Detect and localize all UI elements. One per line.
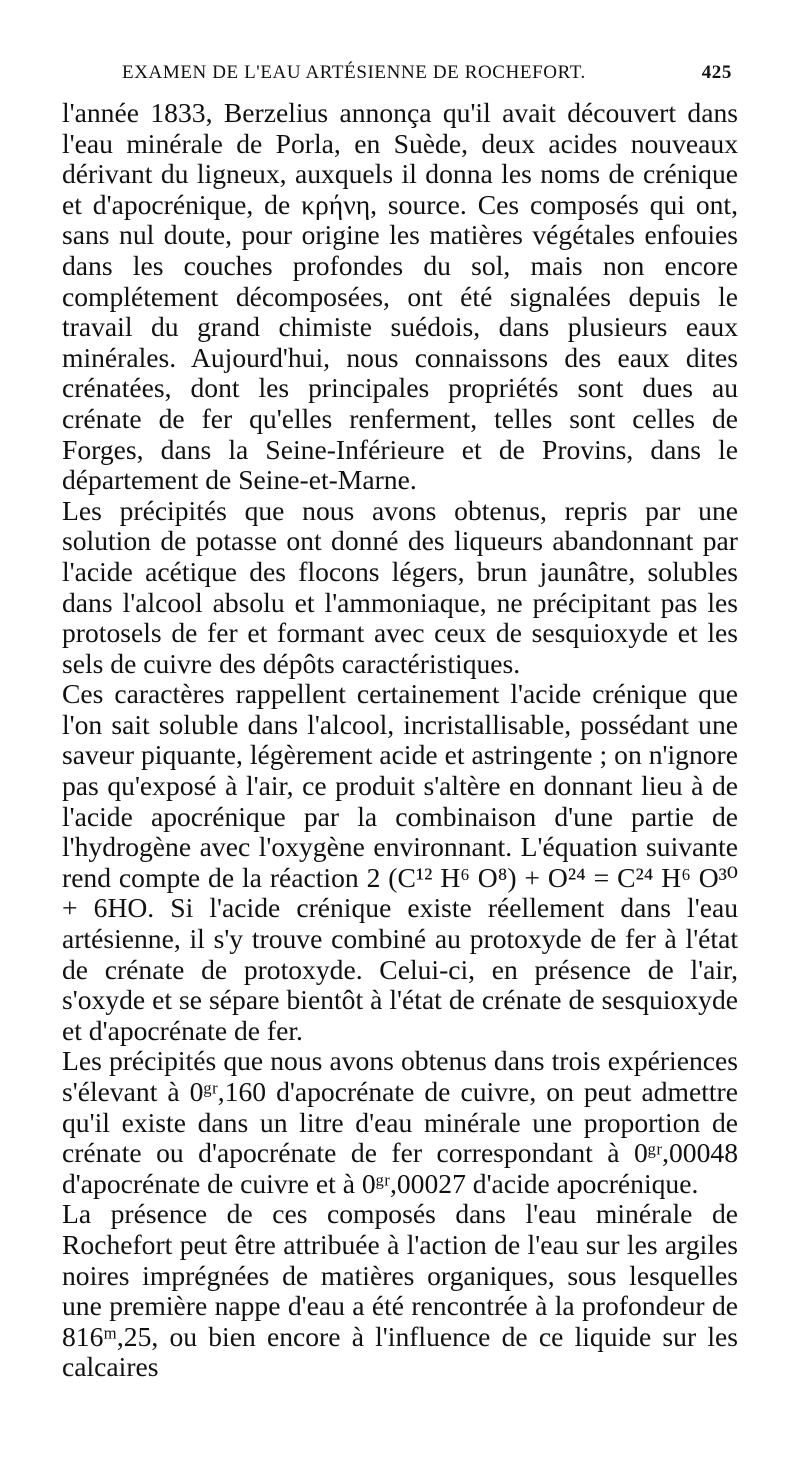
paragraph: Les précipités que nous avons obtenus, repris par une solution de potasse ont donné des liqueurs abandonnant par l'acide acétique des flocons légers, brun jaunâtre, solubles dans l'alcool absolu et l'ammoniaque, ne précipitant pas les protosels de fer et formant avec ceux de sesquioxyde et les sels de cuivre des dépôts caractéristiques. [62, 494, 738, 679]
running-header [62, 62, 738, 84]
paragraph: Ces caractères rappellent certainement l'acide crénique que l'on sait soluble dans l'alcool, incristallisable, possédant une saveur piquante, légèrement acide et astringente ; on n'ignore pas qu'exposé à l'air, ce produit s'altère en donnant lieu à de l'acide apocrénique par la combinaison d'une partie de l'hydrogène avec l'oxygène environnant. L'équation suivante rend compte de la réaction 2 (C¹² H⁶ O⁸) + O²⁴ = C²⁴ H⁶ O³⁰ + 6HO. Si l'acide crénique existe réellement dans l'eau artésienne, il s'y trouve combiné au protoxyde de fer à l'état de crénate de protoxyde. Celui-ci, en présence de l'air, s'oxyde et se sépare bientôt à l'état de crénate de sesquioxyde et d'apocrénate de fer. [62, 678, 738, 1046]
running-title: EXAMEN DE L'EAU ARTÉSIENNE DE ROCHEFORT. [122, 62, 586, 83]
paragraph: Les précipités que nous avons obtenus dans trois expériences s'élevant à 0ᵍʳ,160 d'apocrénate de cuivre, on peut admettre qu'il existe dans un litre d'eau minérale une proportion de crénate ou d'apocrénate de fer correspondant à 0ᵍʳ,00048 d'apocrénate de cuivre et à 0ᵍʳ,00027 d'acide apocrénique. [62, 1045, 738, 1199]
page-number: 425 [701, 62, 732, 83]
page-body [62, 98, 738, 1383]
paragraph: La présence de ces composés dans l'eau minérale de Rochefort peut être attribuée à l'action de l'eau sur les argiles noires imprégnées de matières organiques, sous lesquelles une première nappe d'eau a été rencontrée à la profondeur de 816ᵐ,25, ou bien encore à l'influence de ce liquide sur les calcaires [62, 1198, 738, 1383]
paragraph: l'année 1833, Berzelius annonça qu'il avait découvert dans l'eau minérale de Porla, en Suède, deux acides nouveaux dérivant du ligneux, auxquels il donna les noms de crénique et d'apocrénique, de κρήνη, source. Ces composés qui ont, sans nul doute, pour origine les matières végétales enfouies dans les couches profondes du sol, mais non encore complétement décomposées, ont été signalées depuis le travail du grand chimiste suédois, dans plusieurs eaux minérales. Aujourd'hui, nous connaissons des eaux dites crénatées, dont les principales propriétés sont dues au crénate de fer qu'elles renferment, telles sont celles de Forges, dans la Seine-Inférieure et de Provins, dans le département de Seine-et-Marne. [62, 97, 738, 496]
